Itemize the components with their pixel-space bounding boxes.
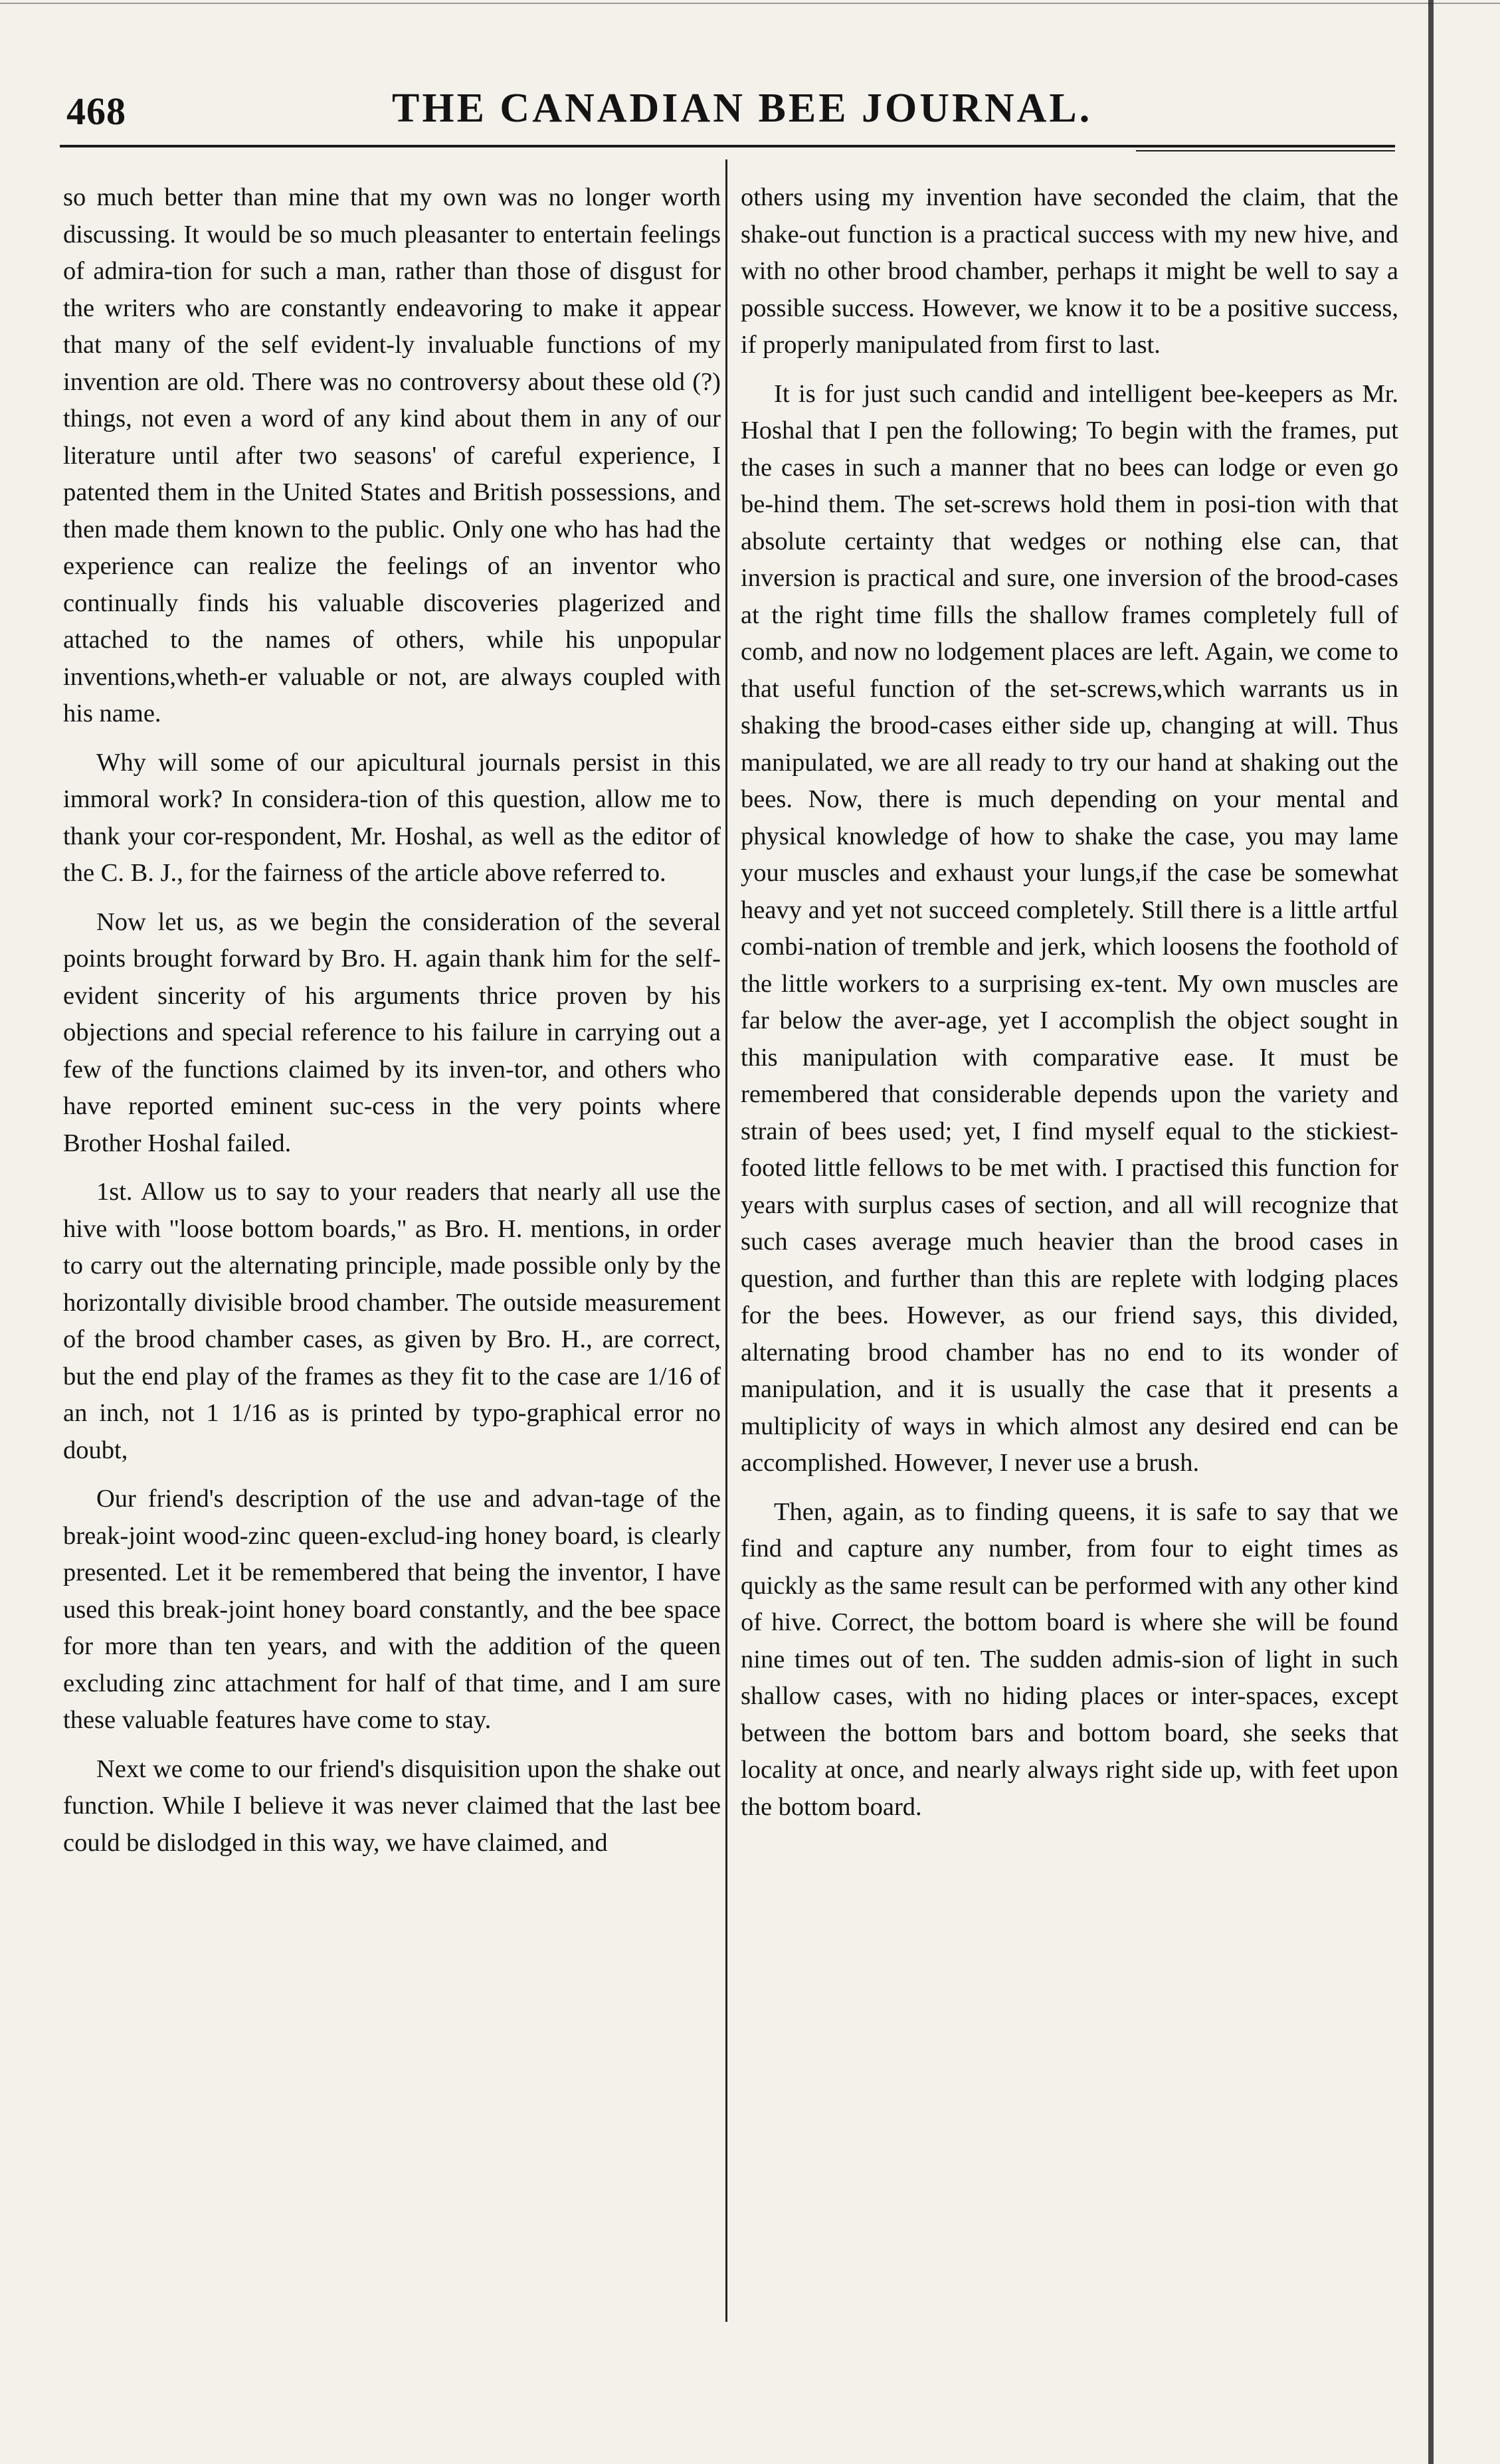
left-paragraph-2: Why will some of our apicultural journals persist in this immoral work? In considera-tion of this question, allow me to thank your cor-respondent, Mr. Hoshal, as well as the editor of the C. B. J., for the fairness of the article above referred to. (63, 748, 721, 887)
left-paragraph-5: Our friend's description of the use and advan-tage of the break-joint wood-zinc queen-exclud-ing honey board, is clearly presented. Let it be remembered that being the inventor, I have used this break-joint honey board constantly, and the bee space for more than ten years, and with the addition of the queen excluding zinc attachment for half of that time, and I am sure these valuable features have come to stay. (63, 1485, 721, 1734)
column-divider (725, 159, 727, 2322)
left-paragraph-3: Now let us, as we begin the consideration of the several points brought forward by Bro. H. again thank him for the self-evident sincerity of his arguments thrice proven by his objections and special reference to his failure in carrying out a few of the functions claimed by its inven-tor, and others who have reported eminent suc-cess in the very points where Brother Hoshal failed. (63, 907, 721, 1157)
header-rule (60, 145, 1395, 147)
left-paragraph-1: so much better than mine that my own was no longer worth discussing. It would be so much pleasanter to entertain feelings of admira-tion for such a man, rather than those of disgust for the writers who are constantly endeavoring to make it appear that many of the self evident-ly invaluable functions of my invention are old. There was no controversy about these old (?) things, not even a word of any kind about them in any of our literature until after two seasons' of careful experience, I patented them in the United States and British possessions, and then made them known to the public. Only one who has had the experience can realize the feelings of an inventor who continually finds his valuable discoveries plagerized and attached to the names of others, while his unpopular inventions,wheth-er valuable or not, are always coupled with his name. (63, 183, 721, 727)
header-rule-secondary (1136, 150, 1395, 151)
left-paragraph-6: Next we come to our friend's disquisition upon the shake out function. While I believe it was never claimed that the last bee could be dislodged in this way, we have claimed, and (63, 1754, 721, 1857)
right-paragraph-3: Then, again, as to finding queens, it is safe to say that we find and capture any number, from four to eight times as quickly as the same result can be performed with any other kind of hive. Correct, the bottom board is where she will be found nine times out of ten. The sudden admis-sion of light in such shallow cases, with no hiding places or inter-spaces, except between the bottom bars and bottom board, she seeks that locality at once, and nearly always right side up, with feet upon the bottom board. (741, 1497, 1398, 1821)
left-column (63, 179, 721, 1873)
journal-title: THE CANADIAN BEE JOURNAL. (392, 86, 1093, 131)
right-paragraph-2: It is for just such candid and intelligent bee-keepers as Mr. Hoshal that I pen the following; To begin with the frames, put the cases in such a manner that no bees can lodge or even go be-hind them. The set-screws hold them in posi-tion with that absolute certainty that wedges or nothing else can, that inversion is practical and sure, one inversion of the brood-cases at the right time fills the shallow frames completely full of comb, and now no lodgement places are left. Again, we come to that useful function of the set-screws,which warrants us in shaking the brood-cases either side up, changing at will. Thus manipulated, we are all ready to try our hand at shaking out the bees. Now, there is much depending on your mental and physical knowledge of how to shake the case, you may lame your muscles and exhaust your lungs,if the case be somewhat heavy and yet not succeed completely. Still there is a little artful combi-nation of tremble and jerk, which loosens the foothold of the little workers to a surprising ex-tent. My own muscles are far below the aver-age, yet I accomplish the object sought in this manipulation with comparative ease. It must be remembered that considerable depends upon the variety and strain of bees used; yet, I find myself equal to the stickiest-footed little fellows to be met with. I practised this function for years with surplus cases of section, and all will recognize that such cases average much heavier than the brood cases in question, and further than this are replete with lodging places for the bees. However, as our friend says, this divided, alternating brood chamber has no end to its wonder of manipulation, and it is usually the case that it presents a multiplicity of ways in which almost any desired end can be accomplished. However, I never use a brush. (741, 379, 1398, 1477)
top-edge-rule (0, 3, 1500, 8)
page-binding-edge (1428, 0, 1434, 2464)
page-number: 468 (66, 90, 126, 133)
right-column (741, 179, 1398, 1838)
left-paragraph-4: 1st. Allow us to say to your readers that nearly all use the hive with "loose bottom boards," as Bro. H. mentions, in order to carry out the alternating principle, made possible only by the horizontally divisible brood chamber. The outside measurement of the brood chamber cases, as given by Bro. H., are correct, but the end play of the frames as they fit to the case are 1/16 of an inch, not 1 1/16 as is printed by typo-graphical error no doubt, (63, 1178, 721, 1464)
right-paragraph-1: others using my invention have seconded the claim, that the shake-out function is a practical success with my new hive, and with no other brood chamber, perhaps it might be well to say a possible success. However, we know it to be a positive success, if properly manipulated from first to last. (741, 183, 1398, 359)
page-header (60, 80, 1395, 153)
